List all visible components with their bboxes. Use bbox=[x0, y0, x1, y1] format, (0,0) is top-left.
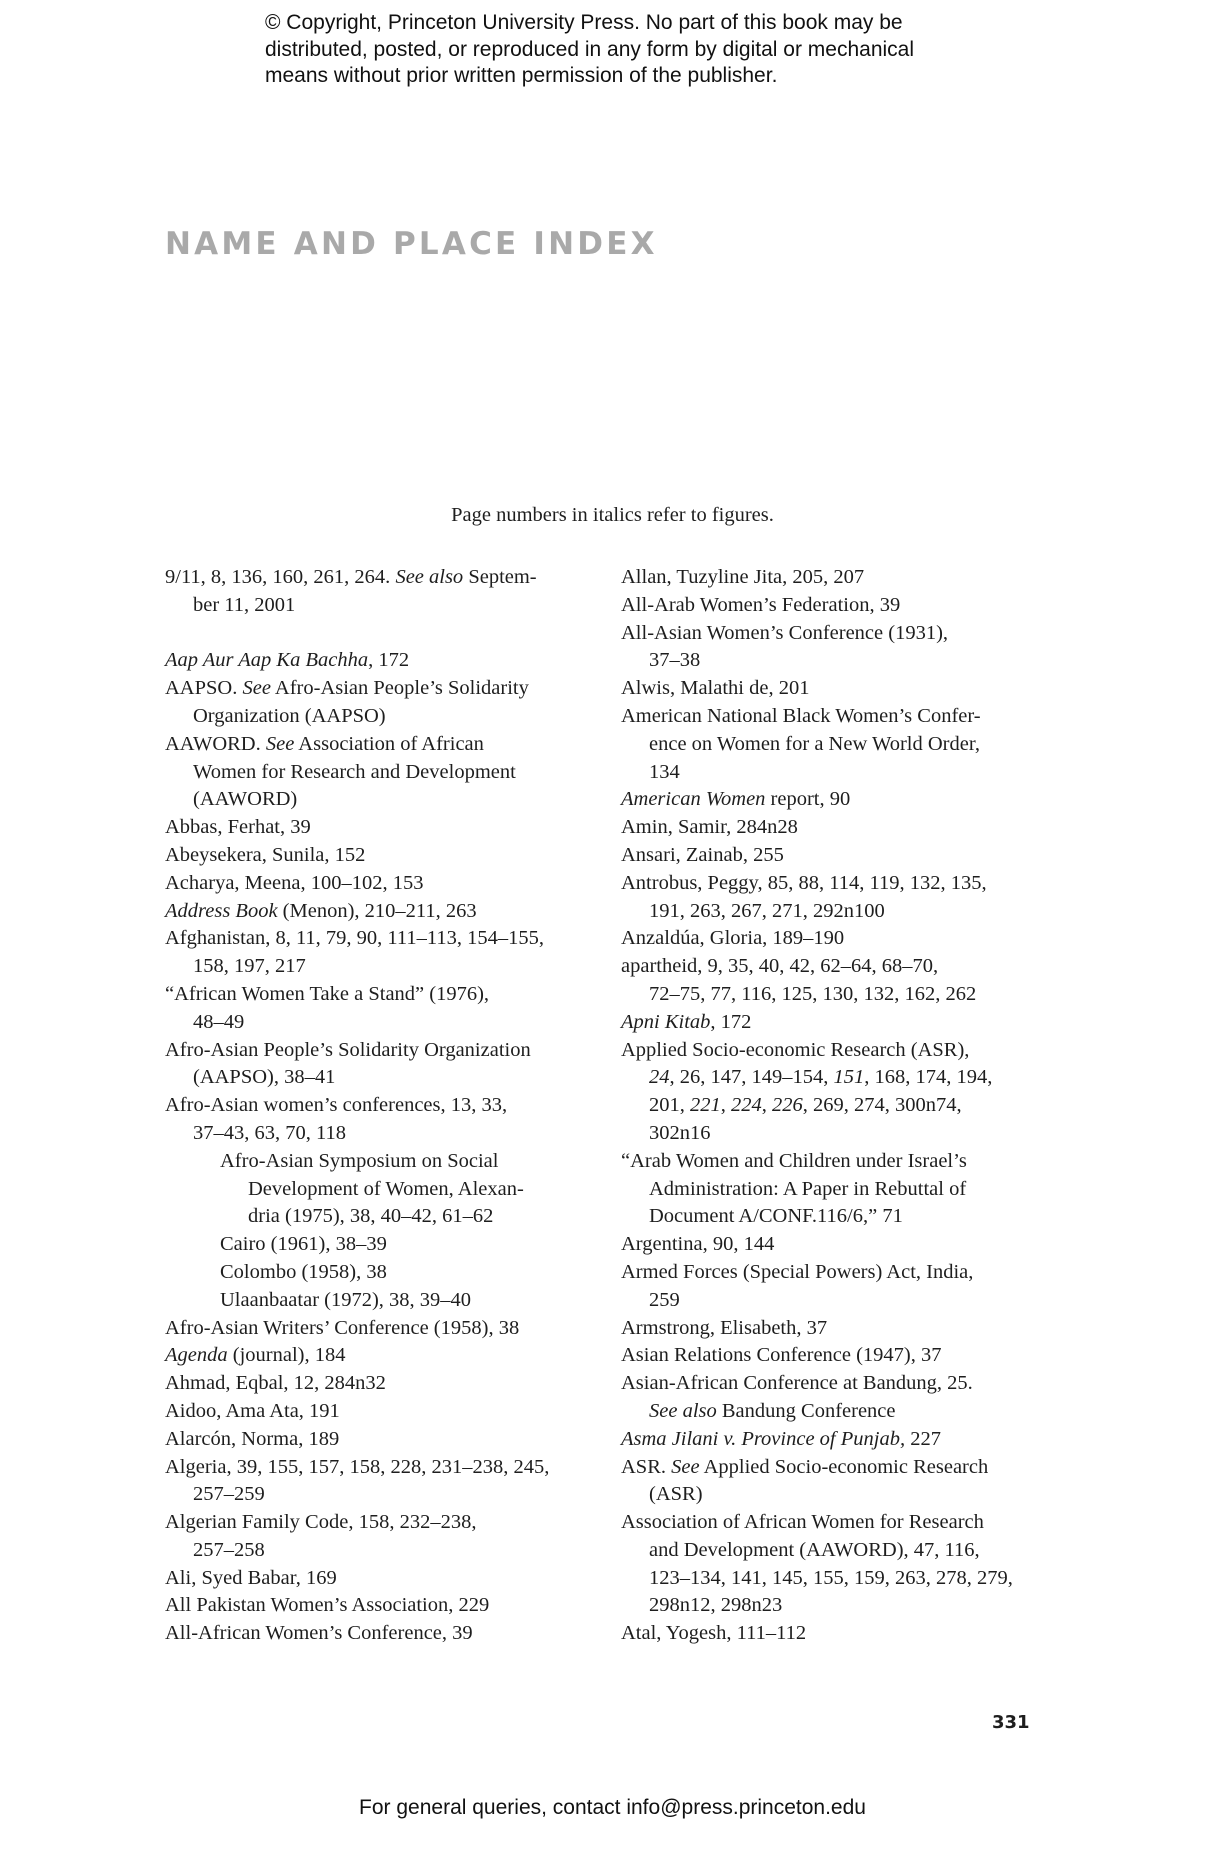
index-entry bbox=[165, 1342, 575, 1370]
index-text: Abeysekera, Sunila, 152 bbox=[165, 843, 366, 866]
index-entry bbox=[165, 675, 575, 703]
index-entry-continuation bbox=[621, 1398, 1041, 1426]
index-text: All-African Women’s Conference, 39 bbox=[165, 1622, 473, 1645]
index-text: Document A/CONF.116/6,” 71 bbox=[649, 1205, 903, 1228]
index-entry bbox=[621, 592, 1041, 620]
index-entry bbox=[621, 564, 1041, 592]
index-entry bbox=[165, 1592, 575, 1620]
index-text: dria (1975), 38, 40–42, 61–62 bbox=[248, 1205, 494, 1228]
index-column-left bbox=[165, 564, 575, 1648]
index-entry bbox=[621, 1148, 1041, 1176]
index-text: Armstrong, Elisabeth, 37 bbox=[621, 1316, 828, 1339]
index-entry bbox=[165, 647, 575, 675]
index-text: , bbox=[761, 1094, 772, 1117]
index-entry-continuation bbox=[621, 731, 1041, 759]
index-text: , bbox=[720, 1094, 731, 1117]
index-text-italic: Aap Aur Aap Ka Bachha bbox=[165, 649, 369, 672]
index-text: Afro-Asian Writers’ Conference (1958), 38 bbox=[165, 1316, 520, 1339]
index-text-italic: See also bbox=[395, 566, 464, 588]
index-text: 259 bbox=[649, 1288, 680, 1311]
italics-note: Page numbers in italics refer to figures. bbox=[451, 504, 774, 526]
index-text-italic: American Women bbox=[621, 788, 766, 811]
index-text: Argentina, 90, 144 bbox=[621, 1233, 775, 1256]
index-text-italic: See bbox=[671, 1455, 700, 1478]
index-text: Applied Socio-economic Research (ASR), bbox=[621, 1038, 970, 1061]
index-entry bbox=[621, 925, 1041, 953]
index-text: Abbas, Ferhat, 39 bbox=[165, 816, 311, 839]
index-text: 257–258 bbox=[193, 1538, 265, 1561]
index-text: All-Arab Women’s Federation, 39 bbox=[621, 593, 901, 616]
index-entry-continuation bbox=[165, 592, 575, 620]
index-entry-continuation bbox=[165, 703, 575, 731]
index-text-italic: Address Book bbox=[165, 899, 278, 922]
index-text: Alwis, Malathi de, 201 bbox=[621, 677, 810, 700]
index-entry bbox=[621, 1454, 1041, 1482]
index-entry bbox=[165, 1092, 575, 1120]
index-entry bbox=[621, 1231, 1041, 1259]
index-text: 37–43, 63, 70, 118 bbox=[193, 1121, 346, 1144]
index-entry bbox=[621, 1315, 1041, 1343]
index-entry bbox=[165, 1620, 575, 1648]
index-entry-continuation bbox=[621, 981, 1041, 1009]
index-text: (AAPSO), 38–41 bbox=[193, 1066, 336, 1089]
index-text: , 168, 174, 194, bbox=[864, 1066, 993, 1089]
index-text: and Development (AAWORD), 47, 116, bbox=[649, 1538, 980, 1561]
index-text: , 26, 147, 149–154, bbox=[669, 1066, 834, 1089]
index-text: ASR. bbox=[621, 1455, 672, 1478]
index-text: , 269, 274, 300n74, bbox=[802, 1094, 962, 1117]
index-entry bbox=[621, 870, 1041, 898]
index-column-right bbox=[621, 564, 1041, 1648]
index-entry bbox=[621, 703, 1041, 731]
index-entry bbox=[165, 1454, 575, 1482]
index-text: Atal, Yogesh, 111–112 bbox=[621, 1622, 807, 1645]
index-text-italic: 24 bbox=[649, 1066, 670, 1089]
index-entry-continuation bbox=[165, 1064, 575, 1092]
index-entry bbox=[621, 620, 1041, 648]
index-entry bbox=[165, 898, 575, 926]
index-entry-continuation bbox=[165, 1148, 575, 1176]
index-text: Algeria, 39, 155, 157, 158, 228, 231–238, 245, bbox=[165, 1455, 550, 1478]
page-number: 331 bbox=[992, 1712, 1030, 1733]
index-entry-continuation bbox=[165, 1287, 575, 1315]
index-entry bbox=[621, 1037, 1041, 1065]
index-text: Algerian Family Code, 158, 232–238, bbox=[165, 1511, 477, 1534]
index-text-italic: 224 bbox=[731, 1094, 762, 1117]
index-entry bbox=[165, 1426, 575, 1454]
index-text: Development of Women, Alexan- bbox=[248, 1177, 524, 1200]
index-text-italic: Agenda bbox=[165, 1344, 228, 1367]
index-entry bbox=[621, 1509, 1041, 1537]
index-text: Afro-Asian People’s Solidarity Organization bbox=[165, 1038, 531, 1061]
index-text: AAWORD. bbox=[165, 732, 266, 755]
index-entry-continuation bbox=[621, 1120, 1041, 1148]
index-text: Asian Relations Conference (1947), 37 bbox=[621, 1344, 942, 1367]
index-entry-continuation bbox=[621, 1176, 1041, 1204]
index-entry bbox=[165, 1509, 575, 1537]
index-blank-line bbox=[165, 620, 575, 648]
index-text: Asian-African Conference at Bandung, 25. bbox=[621, 1372, 973, 1395]
index-text: Allan, Tuzyline Jita, 205, 207 bbox=[621, 566, 865, 588]
index-text: 257–259 bbox=[193, 1483, 265, 1506]
index-text: Acharya, Meena, 100–102, 153 bbox=[165, 871, 424, 894]
index-text: ber 11, 2001 bbox=[193, 593, 296, 616]
index-entry-continuation bbox=[165, 1481, 575, 1509]
index-text: Applied Socio-economic Research bbox=[699, 1455, 989, 1478]
index-text: 298n12, 298n23 bbox=[649, 1594, 783, 1617]
index-entry-continuation bbox=[621, 1592, 1041, 1620]
index-entry bbox=[621, 675, 1041, 703]
index-text-italic: 151 bbox=[833, 1066, 865, 1089]
index-entry bbox=[621, 842, 1041, 870]
index-text: 227 bbox=[905, 1427, 941, 1450]
index-entry bbox=[165, 842, 575, 870]
copyright-line: distributed, posted, or reproduced in any form by digital or mechanical bbox=[265, 37, 915, 61]
index-text: 123–134, 141, 145, 155, 159, 263, 278, 279, bbox=[649, 1566, 1013, 1589]
index-text: American National Black Women’s Confer- bbox=[621, 704, 981, 727]
index-text-italic: See bbox=[242, 677, 271, 700]
index-text: Bandung Conference bbox=[716, 1399, 896, 1422]
index-text: (Menon), 210–211, 263 bbox=[277, 899, 477, 922]
index-entry-continuation bbox=[621, 647, 1041, 675]
index-entry bbox=[165, 1398, 575, 1426]
index-entry-continuation bbox=[621, 1565, 1041, 1593]
index-entry-continuation bbox=[165, 1259, 575, 1287]
index-entry-continuation bbox=[621, 1287, 1041, 1315]
index-text: Organization (AAPSO) bbox=[193, 704, 386, 727]
index-text: 201, bbox=[649, 1094, 690, 1117]
index-text: Armed Forces (Special Powers) Act, India, bbox=[621, 1260, 974, 1283]
index-text: AAPSO. bbox=[165, 677, 243, 700]
index-entry bbox=[165, 870, 575, 898]
index-entry bbox=[165, 731, 575, 759]
index-text: Cairo (1961), 38–39 bbox=[220, 1233, 387, 1256]
index-text: “African Women Take a Stand” (1976), bbox=[165, 982, 490, 1005]
index-text: 48–49 bbox=[193, 1010, 245, 1033]
index-text: Afro-Asian women’s conferences, 13, 33, bbox=[165, 1094, 508, 1117]
index-entry bbox=[165, 814, 575, 842]
index-entry-continuation bbox=[165, 1203, 575, 1231]
page-title: NAME AND PLACE INDEX bbox=[165, 226, 658, 262]
index-text: Anzaldúa, Gloria, 189–190 bbox=[621, 927, 845, 950]
index-text: 302n16 bbox=[649, 1121, 711, 1144]
index-text: Administration: A Paper in Rebuttal of bbox=[649, 1177, 967, 1200]
index-text: Ansari, Zainab, 255 bbox=[621, 843, 784, 866]
index-text: Women for Research and Development bbox=[193, 760, 516, 783]
index-entry-continuation bbox=[621, 1203, 1041, 1231]
copyright-line: means without prior written permission of the publisher. bbox=[265, 64, 778, 87]
index-entry-continuation bbox=[621, 1481, 1041, 1509]
index-entry bbox=[165, 925, 575, 953]
index-entry bbox=[621, 1426, 1041, 1454]
index-entry bbox=[621, 953, 1041, 981]
index-text: 134 bbox=[649, 760, 680, 783]
index-text: , 172 bbox=[710, 1010, 752, 1033]
index-text: 158, 197, 217 bbox=[193, 955, 306, 978]
index-entry bbox=[165, 981, 575, 1009]
index-entry bbox=[621, 1370, 1041, 1398]
index-entry-continuation bbox=[165, 1537, 575, 1565]
copyright-line: © Copyright, Princeton University Press. No part of this book may be bbox=[265, 11, 903, 34]
index-text: Afghanistan, 8, 11, 79, 90, 111–113, 154–155, bbox=[165, 927, 545, 950]
index-text-italic: Asma Jilani v. Province of Punjab, bbox=[621, 1427, 906, 1450]
footer-contact: For general queries, contact info@press.princeton.edu bbox=[359, 1796, 866, 1819]
index-entry bbox=[621, 1342, 1041, 1370]
index-text: report, 90 bbox=[765, 788, 851, 811]
index-text: (journal), 184 bbox=[227, 1344, 346, 1367]
index-text: Association of African Women for Research bbox=[621, 1511, 984, 1534]
index-text: Afro-Asian Symposium on Social bbox=[220, 1149, 499, 1172]
index-text: 37–38 bbox=[649, 649, 701, 672]
index-entry-continuation bbox=[621, 1092, 1041, 1120]
index-text: Aidoo, Ama Ata, 191 bbox=[165, 1399, 340, 1422]
index-text: ence on Women for a New World Order, bbox=[649, 732, 980, 755]
index-entry-continuation bbox=[165, 1009, 575, 1037]
index-text: 9/11, 8, 136, 160, 261, 264. bbox=[165, 566, 396, 588]
index-entry bbox=[165, 564, 575, 592]
index-text: Ulaanbaatar (1972), 38, 39–40 bbox=[220, 1288, 472, 1311]
index-text-italic: See bbox=[265, 732, 295, 755]
index-text: “Arab Women and Children under Israel’s bbox=[621, 1149, 967, 1172]
index-text: 72–75, 77, 116, 125, 130, 132, 162, 262 bbox=[649, 982, 977, 1005]
index-text-italic: See also bbox=[649, 1399, 717, 1422]
copyright-notice bbox=[265, 10, 1025, 90]
index-text-italic: Apni Kitab bbox=[621, 1010, 711, 1033]
index-text: apartheid, 9, 35, 40, 42, 62–64, 68–70, bbox=[621, 955, 939, 978]
index-entry-continuation bbox=[165, 953, 575, 981]
index-entry-continuation bbox=[165, 1176, 575, 1204]
index-text-italic: 226 bbox=[772, 1094, 803, 1117]
index-text: Ahmad, Eqbal, 12, 284n32 bbox=[165, 1372, 386, 1395]
index-text: (ASR) bbox=[649, 1483, 703, 1506]
index-entry-continuation bbox=[165, 1231, 575, 1259]
index-entry bbox=[165, 1037, 575, 1065]
index-text: Alarcón, Norma, 189 bbox=[165, 1427, 340, 1450]
index-entry bbox=[621, 1259, 1041, 1287]
index-entry bbox=[621, 786, 1041, 814]
index-entry-continuation bbox=[165, 786, 575, 814]
index-entry bbox=[621, 1620, 1041, 1648]
index-entry bbox=[621, 814, 1041, 842]
index-entry-continuation bbox=[165, 759, 575, 787]
index-text: All Pakistan Women’s Association, 229 bbox=[165, 1594, 490, 1617]
index-text: Association of African bbox=[294, 732, 484, 755]
index-entry bbox=[165, 1565, 575, 1593]
index-entry bbox=[165, 1315, 575, 1343]
index-entry-continuation bbox=[621, 898, 1041, 926]
index-entry bbox=[621, 1009, 1041, 1037]
index-entry-continuation bbox=[165, 1120, 575, 1148]
index-text: (AAWORD) bbox=[193, 788, 298, 811]
index-entry bbox=[165, 1370, 575, 1398]
index-text: Septem- bbox=[463, 566, 537, 588]
index-text: Amin, Samir, 284n28 bbox=[621, 816, 798, 839]
index-text: Antrobus, Peggy, 85, 88, 114, 119, 132, 135, bbox=[621, 871, 987, 894]
index-text: , 172 bbox=[368, 649, 410, 672]
index-text-italic: 221 bbox=[690, 1094, 721, 1117]
index-text: Ali, Syed Babar, 169 bbox=[165, 1566, 337, 1589]
index-entry-continuation bbox=[621, 759, 1041, 787]
index-entry-continuation bbox=[621, 1537, 1041, 1565]
index-entry-continuation bbox=[621, 1064, 1041, 1092]
index-text: 191, 263, 267, 271, 292n100 bbox=[649, 899, 885, 922]
index-text: Colombo (1958), 38 bbox=[220, 1260, 387, 1283]
index-text: Afro-Asian People’s Solidarity bbox=[270, 677, 529, 700]
index-text: All-Asian Women’s Conference (1931), bbox=[621, 621, 949, 644]
